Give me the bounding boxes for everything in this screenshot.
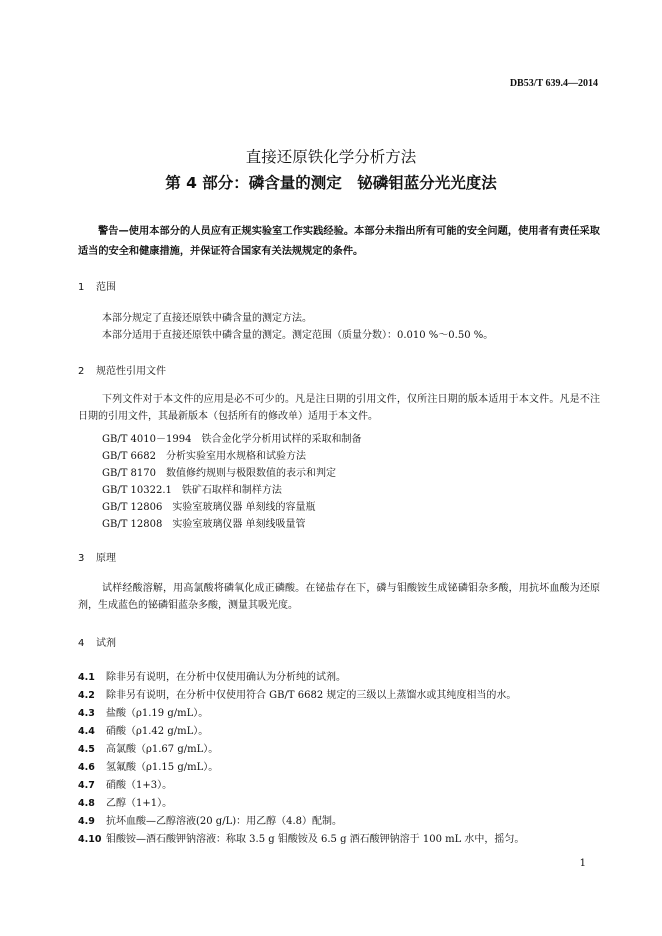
section-heading-reagents (78, 634, 116, 649)
item-text: 抗坏血酸—乙醇溶液(20 g/L)：用乙醇（4.8）配制。 (106, 816, 343, 827)
warning-paragraph: 警告—使用本部分的人员应有正规实验室工作实践经验。本部分未指出所有可能的安全问题，使用者有责任采取适当的安全和健康措施，并保证符合国家有关法规规定的条件。 (78, 226, 600, 257)
item-text: 盐酸（ρ1.19 g/mL）。 (106, 708, 209, 719)
reagent-item (78, 758, 218, 773)
item-text: 除非另有说明，在分析中仅使用确认为分析纯的试剂。 (106, 672, 346, 683)
ref-item: GB/T 12808 实验室玻璃仪器 单刻线吸量管 (102, 519, 306, 530)
item-text: 硝酸（1+3）。 (106, 780, 173, 791)
section-title: 范围 (96, 282, 116, 293)
ref-item: GB/T 4010－1994 铁合金化学分析用试样的采取和制备 (102, 434, 362, 445)
reagent-item (78, 776, 172, 791)
refs-intro: 下列文件对于本文件的应用是必不可少的。凡是注日期的引用文件，仅所注日期的版本适用于本文件。凡是不注日期的引用文件，其最新版本（包括所有的修改单）适用于本文件。 (78, 394, 600, 422)
item-text: 除非另有说明，在分析中仅使用符合 GB/T 6682 规定的三级以上蒸馏水或其纯度相当的水。 (106, 690, 517, 701)
item-number: 4.9 (78, 816, 95, 827)
ref-item: GB/T 6682 分析实验室用水规格和试验方法 (102, 451, 307, 462)
reagent-item (78, 722, 208, 737)
section-heading-refs (78, 362, 166, 377)
section-number: 3 (78, 553, 85, 564)
reagent-item (78, 830, 524, 845)
principle-paragraph: 试样经酸溶解，用高氯酸将磷氧化成正磷酸。在铋盐存在下，磷与钼酸铵生成铋磷钼杂多酸，用抗坏血酸为还原剂，生成蓝色的铋磷钼蓝杂多酸，测量其吸光度。 (78, 583, 600, 611)
item-number: 4.5 (78, 744, 95, 755)
reagent-item (78, 812, 342, 827)
document-subtitle: 第 4 部分：磷含量的测定 铋磷钼蓝分光光度法 (165, 174, 497, 192)
scope-line-1: 本部分规定了直接还原铁中磷含量的测定方法。 (102, 313, 312, 324)
section-number: 1 (78, 282, 85, 293)
reagent-item (78, 704, 208, 719)
reagent-item (78, 668, 346, 683)
item-number: 4.2 (78, 690, 95, 701)
section-title: 规范性引用文件 (96, 366, 166, 377)
item-number: 4.7 (78, 780, 95, 791)
item-number: 4.4 (78, 726, 95, 737)
ref-item: GB/T 8170 数值修约规则与极限数值的表示和判定 (102, 468, 337, 479)
reagent-item (78, 740, 218, 755)
item-number: 4.3 (78, 708, 95, 719)
item-text: 乙醇（1+1）。 (106, 798, 173, 809)
section-number: 2 (78, 366, 85, 377)
section-heading-principle (78, 549, 116, 564)
item-text: 硝酸（ρ1.42 g/mL）。 (106, 726, 209, 737)
reagent-item (78, 686, 516, 701)
page-number: 1 (579, 858, 586, 869)
ref-item: GB/T 10322.1 铁矿石取样和制样方法 (102, 485, 282, 496)
item-number: 4.1 (78, 672, 95, 683)
section-number: 4 (78, 638, 85, 649)
item-number: 4.10 (78, 834, 102, 845)
ref-item: GB/T 12806 实验室玻璃仪器 单刻线的容量瓶 (102, 502, 316, 513)
item-number: 4.8 (78, 798, 95, 809)
standard-code: DB53/T 639.4—2014 (509, 78, 598, 89)
reagent-item (78, 794, 172, 809)
section-title: 试剂 (96, 638, 116, 649)
section-title: 原理 (96, 553, 116, 564)
item-text: 氢氟酸（ρ1.15 g/mL）。 (106, 762, 219, 773)
scope-line-2: 本部分适用于直接还原铁中磷含量的测定。测定范围（质量分数）：0.010 %～0.50 %。 (102, 330, 494, 341)
item-text: 高氯酸（ρ1.67 g/mL）。 (106, 744, 219, 755)
item-number: 4.6 (78, 762, 95, 773)
document-title: 直接还原铁化学分析方法 (245, 148, 417, 166)
section-heading-scope (78, 278, 116, 293)
item-text: 钼酸铵—酒石酸钾钠溶液：称取 3.5 g 钼酸铵及 6.5 g 酒石酸钾钠溶于 100 mL 水中，摇匀。 (106, 834, 525, 845)
